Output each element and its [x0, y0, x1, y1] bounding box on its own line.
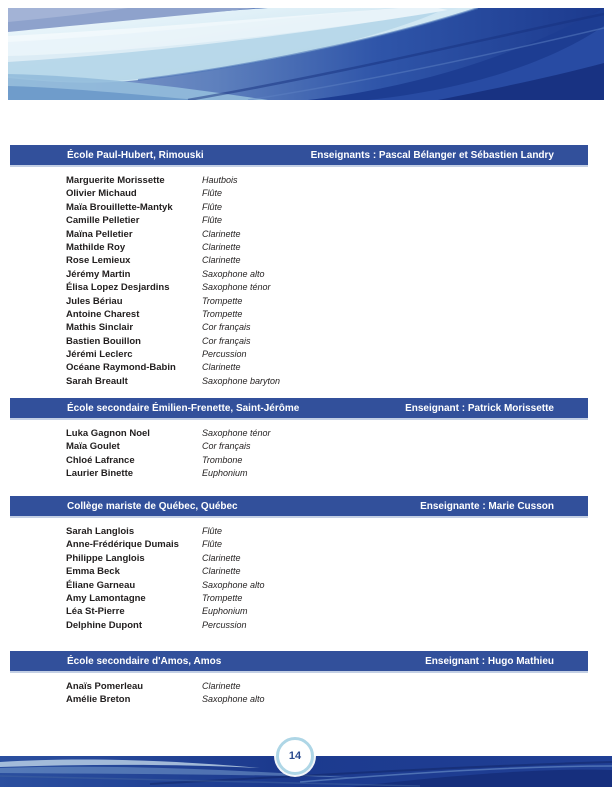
student-row [10, 319, 588, 332]
student-name: Emma Beck [66, 566, 120, 578]
student-instrument: Saxophone baryton [202, 375, 281, 386]
student-list [10, 425, 588, 479]
student-name: Anne-Frédérique Dumais [66, 539, 179, 551]
student-row [10, 279, 588, 292]
student-row [10, 590, 588, 603]
student-name: Maïna Pelletier [66, 228, 133, 240]
student-row [10, 438, 588, 451]
student-instrument: Hautbois [202, 175, 238, 185]
student-instrument: Flûte [202, 188, 223, 199]
section-header-bar [10, 398, 588, 420]
section-header-bar [10, 145, 588, 167]
school-name: École secondaire Émilien-Frenette, Saint-Jérôme [67, 402, 300, 414]
student-instrument: Flûte [202, 539, 223, 550]
student-row [10, 346, 588, 359]
student-row [10, 266, 588, 279]
student-instrument: Saxophone ténor [202, 428, 271, 438]
teacher-name: Enseignants : Pascal Bélanger et Sébastien Landry [310, 149, 554, 161]
student-instrument: Trompette [202, 295, 243, 306]
student-row [10, 536, 588, 549]
student-instrument: Percussion [202, 619, 247, 630]
student-instrument: Saxophone alto [202, 268, 265, 279]
student-instrument: Trombone [202, 454, 243, 465]
student-instrument: Trompette [202, 308, 243, 319]
student-instrument: Cor français [202, 335, 251, 346]
student-instrument: Clarinette [202, 362, 241, 373]
student-row [10, 293, 588, 306]
student-instrument: Cor français [202, 322, 251, 333]
student-instrument: Percussion [202, 349, 247, 360]
student-list [10, 678, 588, 705]
student-name: Maïa Goulet [66, 441, 120, 453]
student-row [10, 185, 588, 198]
student-instrument: Clarinette [202, 228, 241, 239]
student-row [10, 333, 588, 346]
wave-art-top [8, 8, 604, 100]
student-name: Sarah Breault [66, 375, 128, 387]
student-row [10, 691, 588, 704]
student-instrument: Saxophone ténor [202, 282, 271, 293]
student-instrument: Cor français [202, 441, 251, 452]
student-row [10, 603, 588, 616]
page-number: 14 [288, 750, 302, 762]
student-list [10, 523, 588, 630]
student-name: Delphine Dupont [66, 619, 142, 631]
student-name: Amy Lamontagne [66, 592, 146, 604]
student-name: Maïa Brouillette-Mantyk [66, 201, 173, 213]
student-row [10, 172, 588, 185]
student-instrument: Euphonium [202, 606, 248, 617]
student-name: Océane Raymond-Babin [66, 362, 176, 374]
student-row [10, 373, 588, 386]
student-instrument: Clarinette [202, 681, 241, 691]
student-instrument: Euphonium [202, 468, 248, 479]
student-instrument: Clarinette [202, 552, 241, 563]
student-row [10, 306, 588, 319]
student-name: Laurier Binette [66, 468, 134, 480]
school-name: École secondaire d'Amos, Amos [67, 655, 222, 667]
student-row [10, 550, 588, 563]
student-instrument: Clarinette [202, 241, 241, 252]
student-name: Mathilde Roy [66, 241, 126, 253]
student-list [10, 172, 588, 386]
page-number-badge [276, 737, 314, 775]
school-name: École Paul-Hubert, Rimouski [67, 149, 204, 161]
student-row [10, 212, 588, 225]
student-name: Antoine Charest [66, 308, 140, 320]
student-name: Olivier Michaud [66, 188, 137, 200]
student-row [10, 359, 588, 372]
student-instrument: Clarinette [202, 255, 241, 266]
top-banner-image [8, 8, 604, 100]
student-row [10, 239, 588, 252]
student-name: Luka Gagnon Noel [66, 428, 150, 439]
student-name: Amélie Breton [66, 694, 131, 706]
student-name: Marguerite Morissette [66, 175, 165, 186]
student-name: Sarah Langlois [66, 526, 135, 537]
student-row [10, 252, 588, 265]
student-name: Léa St-Pierre [66, 606, 125, 618]
student-name: Mathis Sinclair [66, 322, 134, 334]
student-row [10, 577, 588, 590]
section-header-bar [10, 496, 588, 518]
student-name: Jérémy Martin [66, 268, 131, 280]
student-name: Anaïs Pomerleau [66, 681, 144, 692]
student-row [10, 199, 588, 212]
section-header-bar [10, 651, 588, 673]
student-name: Éliane Garneau [66, 579, 136, 591]
student-instrument: Clarinette [202, 566, 241, 577]
teacher-name: Enseignant : Hugo Mathieu [425, 655, 554, 667]
student-name: Élisa Lopez Desjardins [66, 282, 170, 294]
student-name: Camille Pelletier [66, 215, 140, 227]
student-name: Chloé Lafrance [66, 454, 135, 466]
student-name: Jérémi Leclerc [66, 349, 133, 361]
student-instrument: Trompette [202, 592, 243, 603]
student-name: Rose Lemieux [66, 255, 131, 267]
student-instrument: Saxophone alto [202, 694, 265, 705]
student-row [10, 226, 588, 239]
student-row [10, 425, 588, 438]
student-name: Bastien Bouillon [66, 335, 141, 347]
student-instrument: Flûte [202, 215, 223, 226]
teacher-name: Enseignante : Marie Cusson [420, 500, 554, 512]
student-name: Philippe Langlois [66, 552, 145, 564]
student-row [10, 678, 588, 691]
teacher-name: Enseignant : Patrick Morissette [405, 402, 554, 414]
student-row [10, 523, 588, 536]
student-row [10, 452, 588, 465]
student-name: Jules Bériau [66, 295, 123, 307]
student-row [10, 465, 588, 478]
student-instrument: Saxophone alto [202, 579, 265, 590]
student-instrument: Flûte [202, 526, 223, 536]
student-row [10, 617, 588, 630]
student-row [10, 563, 588, 576]
school-name: Collège mariste de Québec, Québec [67, 500, 238, 512]
student-instrument: Flûte [202, 201, 223, 212]
